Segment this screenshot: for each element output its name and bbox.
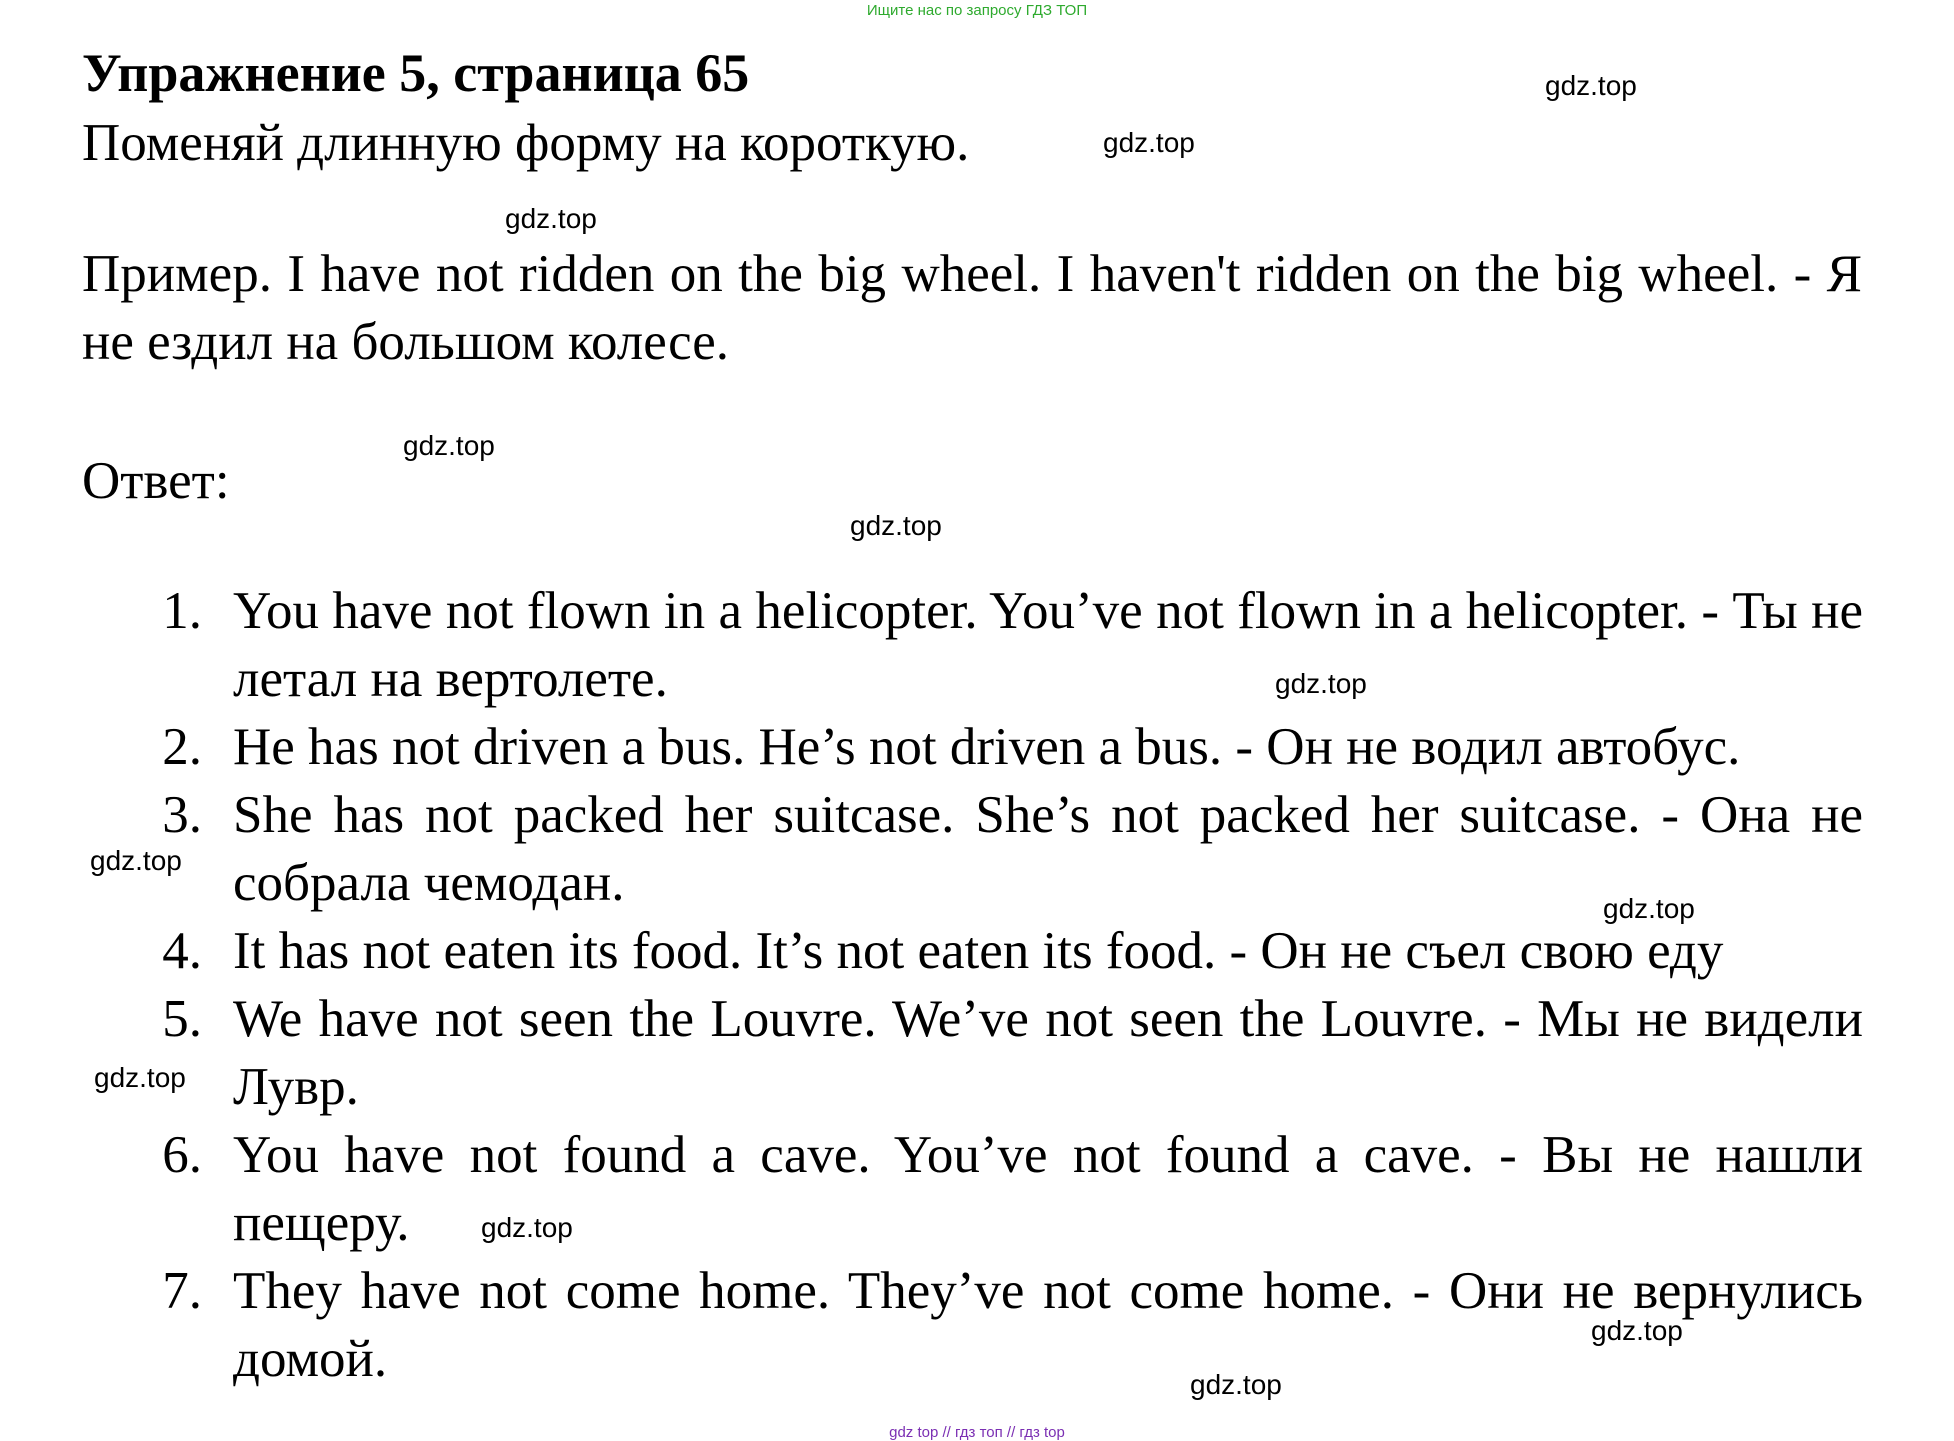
watermark: gdz.top (481, 1212, 573, 1243)
watermark: gdz.top (94, 1062, 186, 1093)
page-title: Упражнение 5, страница 65 (82, 43, 750, 103)
watermark: gdz.top (1603, 893, 1695, 924)
item-text: She has not packed her suitcase. She’s not packed her suitcase. - Она не собрала чемодан. (233, 786, 1863, 912)
item-number: 1. (162, 582, 202, 640)
watermark: gdz.top (1103, 127, 1195, 158)
answer-label: Ответ: (82, 452, 230, 510)
item-text: They have not come home. They’ve not come home. - Они не вернулись домой. (233, 1262, 1863, 1388)
watermark: gdz.top (1545, 70, 1637, 101)
watermark: gdz.top (1591, 1315, 1683, 1346)
watermark: gdz.top (850, 510, 942, 541)
list-item (0, 985, 1954, 1121)
watermark: gdz.top (1275, 668, 1367, 699)
watermark: gdz.top (90, 845, 182, 876)
watermark: gdz.top (1190, 1369, 1282, 1400)
item-number: 4. (162, 922, 202, 980)
list-item (0, 713, 1954, 781)
item-number: 3. (162, 786, 202, 844)
answer-list (0, 577, 1954, 1393)
list-item (0, 577, 1954, 713)
list-item (0, 917, 1954, 985)
item-number: 2. (162, 718, 202, 776)
exercise-instruction: Поменяй длинную форму на короткую. (82, 114, 970, 172)
item-text: You have not found a cave. You’ve not found a cave. - Вы не нашли пещеру. (233, 1126, 1863, 1252)
item-text: You have not flown in a helicopter. You’ve not flown in a helicopter. - Ты не летал на вертолете. (233, 582, 1863, 708)
item-number: 5. (162, 990, 202, 1048)
top-banner: Ищите нас по запросу ГДЗ ТОП (866, 2, 1088, 19)
watermark: gdz.top (403, 430, 495, 461)
item-number: 7. (162, 1262, 202, 1320)
item-text: We have not seen the Louvre. We’ve not seen the Louvre. - Мы не видели Лувр. (233, 990, 1863, 1116)
footer-text: gdz top // гдз топ // гдз top (889, 1424, 1065, 1441)
list-item (0, 1121, 1954, 1257)
item-text: It has not eaten its food. It’s not eaten its food. - Он не съел свою еду (233, 922, 1724, 980)
item-number: 6. (162, 1126, 202, 1184)
example-text: Пример. I have not ridden on the big wheel. I haven't ridden on the big wheel. - Я не ездил на большом колесе. (82, 245, 1862, 371)
item-text: He has not driven a bus. He’s not driven a bus. - Он не водил автобус. (233, 718, 1741, 776)
watermark: gdz.top (505, 203, 597, 234)
